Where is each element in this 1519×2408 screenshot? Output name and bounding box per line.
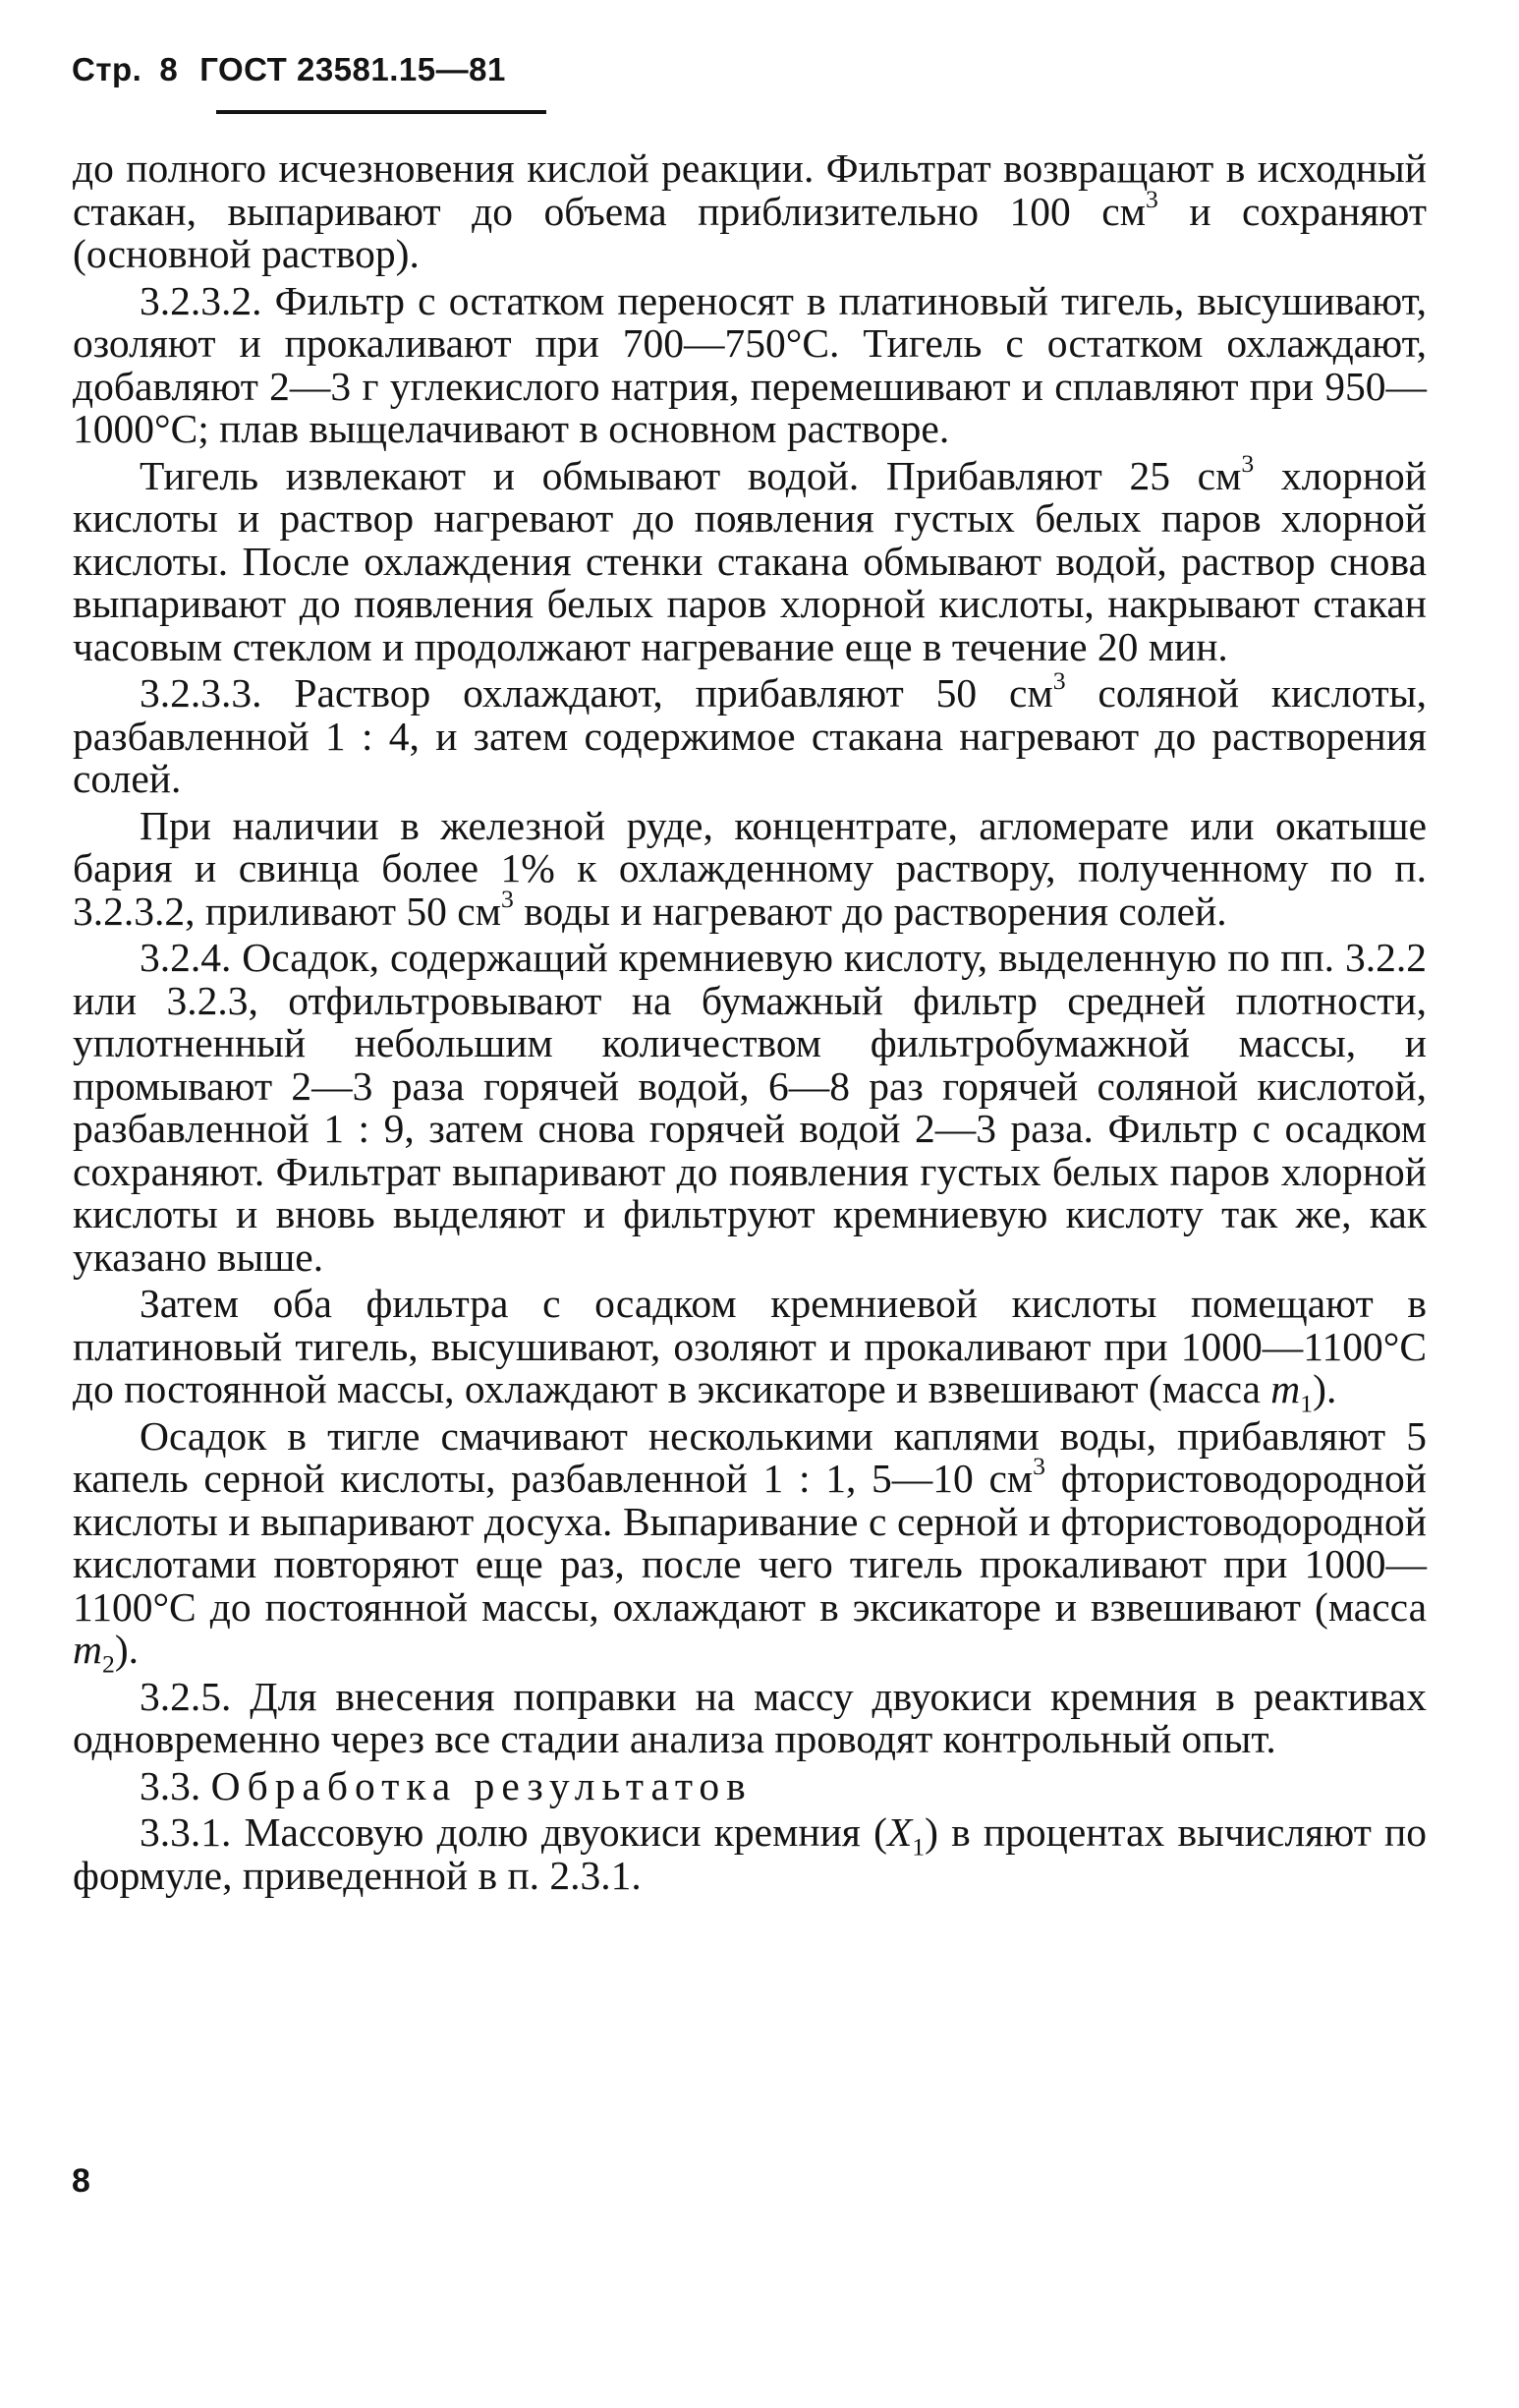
document-body: [73, 147, 1427, 1901]
paragraph-3-2-3-2: 3.2.3.2. Фильтр с остатком переносят в платиновый тигель, высушивают, озоляют и прокаливают при 700—750°С. Тигель с остатком охлаждают, добавляют 2—3 г углекислого натрия, перемешивают и сплавляют при 950—1000°С; плав выщелачивают в основном растворе.: [73, 277, 1427, 451]
paragraph: Затем оба фильтра с осадком кремниевой кислоты помещают в платиновый тигель, высушивают, озоляют и прокаливают при 1000—1100°С до постоянной массы, охлаждают в эксикаторе и взвешивают (масса $m_1$).: [73, 1281, 1427, 1418]
page-number-footer: 8: [72, 2162, 90, 2200]
paragraph-3-2-4: 3.2.4. Осадок, содержащий кремниевую кислоту, выделенную по пп. 3.2.2 или 3.2.3, отфильтровывают на бумажный фильтр средней плотности, уплотненный небольшим количеством фильтробумажной массы, и промывают 2—3 раза горячей водой, 6—8 раз горячей соляной кислотой, разбавленной 1 : 9, затем снова горячей водой 2—3 раза. Фильтр с осадком сохраняют. Фильтрат выпаривают до появления густых белых паров хлорной кислоты и вновь выделяют и фильтруют кремниевую кислоту так же, как указано выше.: [73, 935, 1427, 1280]
paragraph-3-2-3-3: 3.2.3.3. Раствор охлаждают, прибавляют 50 $см^3$ соляной кислоты, разбавленной 1 : 4, и затем содержимое стакана нагревают до растворения солей.: [73, 666, 1427, 801]
paragraph: Тигель извлекают и обмывают водой. Прибавляют 25 $см^3$ хлорной кислоты и раствор нагревают до появления густых белых паров хлорной кислоты. После охлаждения стенки стакана обмывают водой, раствор снова выпаривают до появления белых паров хлорной кислоты, накрывают стакан часовым стеклом и продолжают нагревание еще в течение 20 мин.: [73, 448, 1427, 669]
paragraph: При наличии в железной руде, концентрате, агломерате или окатыше бария и свинца более 1% к охлажденному раствору, полученному по п. 3.2.3.2, приливают 50 $см^3$ воды и нагревают до растворения солей.: [73, 802, 1427, 934]
page-header: [72, 51, 506, 88]
paragraph-3-3-1: 3.3.1. Массовую долю двуокиси кремния $(X_1)$ в процентах вычисляют по формуле, приведенной в п. 2.3.1.: [73, 1809, 1427, 1898]
header-rule: [216, 110, 546, 114]
paragraph: до полного исчезновения кислой реакции. Фильтрат возвращают в исходный стакан, выпаривают до объема приблизительно 100 $см^3$ и сохраняют (основной раствор).: [73, 145, 1427, 276]
paragraph: Осадок в тигле смачивают несколькими каплями воды, прибавляют 5 капель серной кислоты, разбавленной 1 : 1, 5—10 $см^3$ фтористоводородной кислоты и выпаривают досуха. Выпаривание с серной и фтористоводородной кислотами повторяют еще раз, после чего тигель прокаливают при 1000—1100°С до постоянной массы, охлаждают в эксикаторе и взвешивают (масса $m_2$).: [73, 1412, 1428, 1679]
page-prefix: Стр.: [72, 51, 142, 87]
page-number-header: 8: [159, 51, 179, 87]
section-number: 3.3.: [140, 1762, 201, 1808]
section-title: Обработка результатов: [210, 1762, 753, 1808]
section-heading: [73, 1762, 1427, 1808]
paragraph-3-2-5: 3.2.5. Для внесения поправки на массу двуокиси кремния в реактивах одновременно через все стадии анализа проводят контрольный опыт.: [73, 1673, 1427, 1761]
standard-code: ГОСТ 23581.15—81: [199, 51, 506, 87]
